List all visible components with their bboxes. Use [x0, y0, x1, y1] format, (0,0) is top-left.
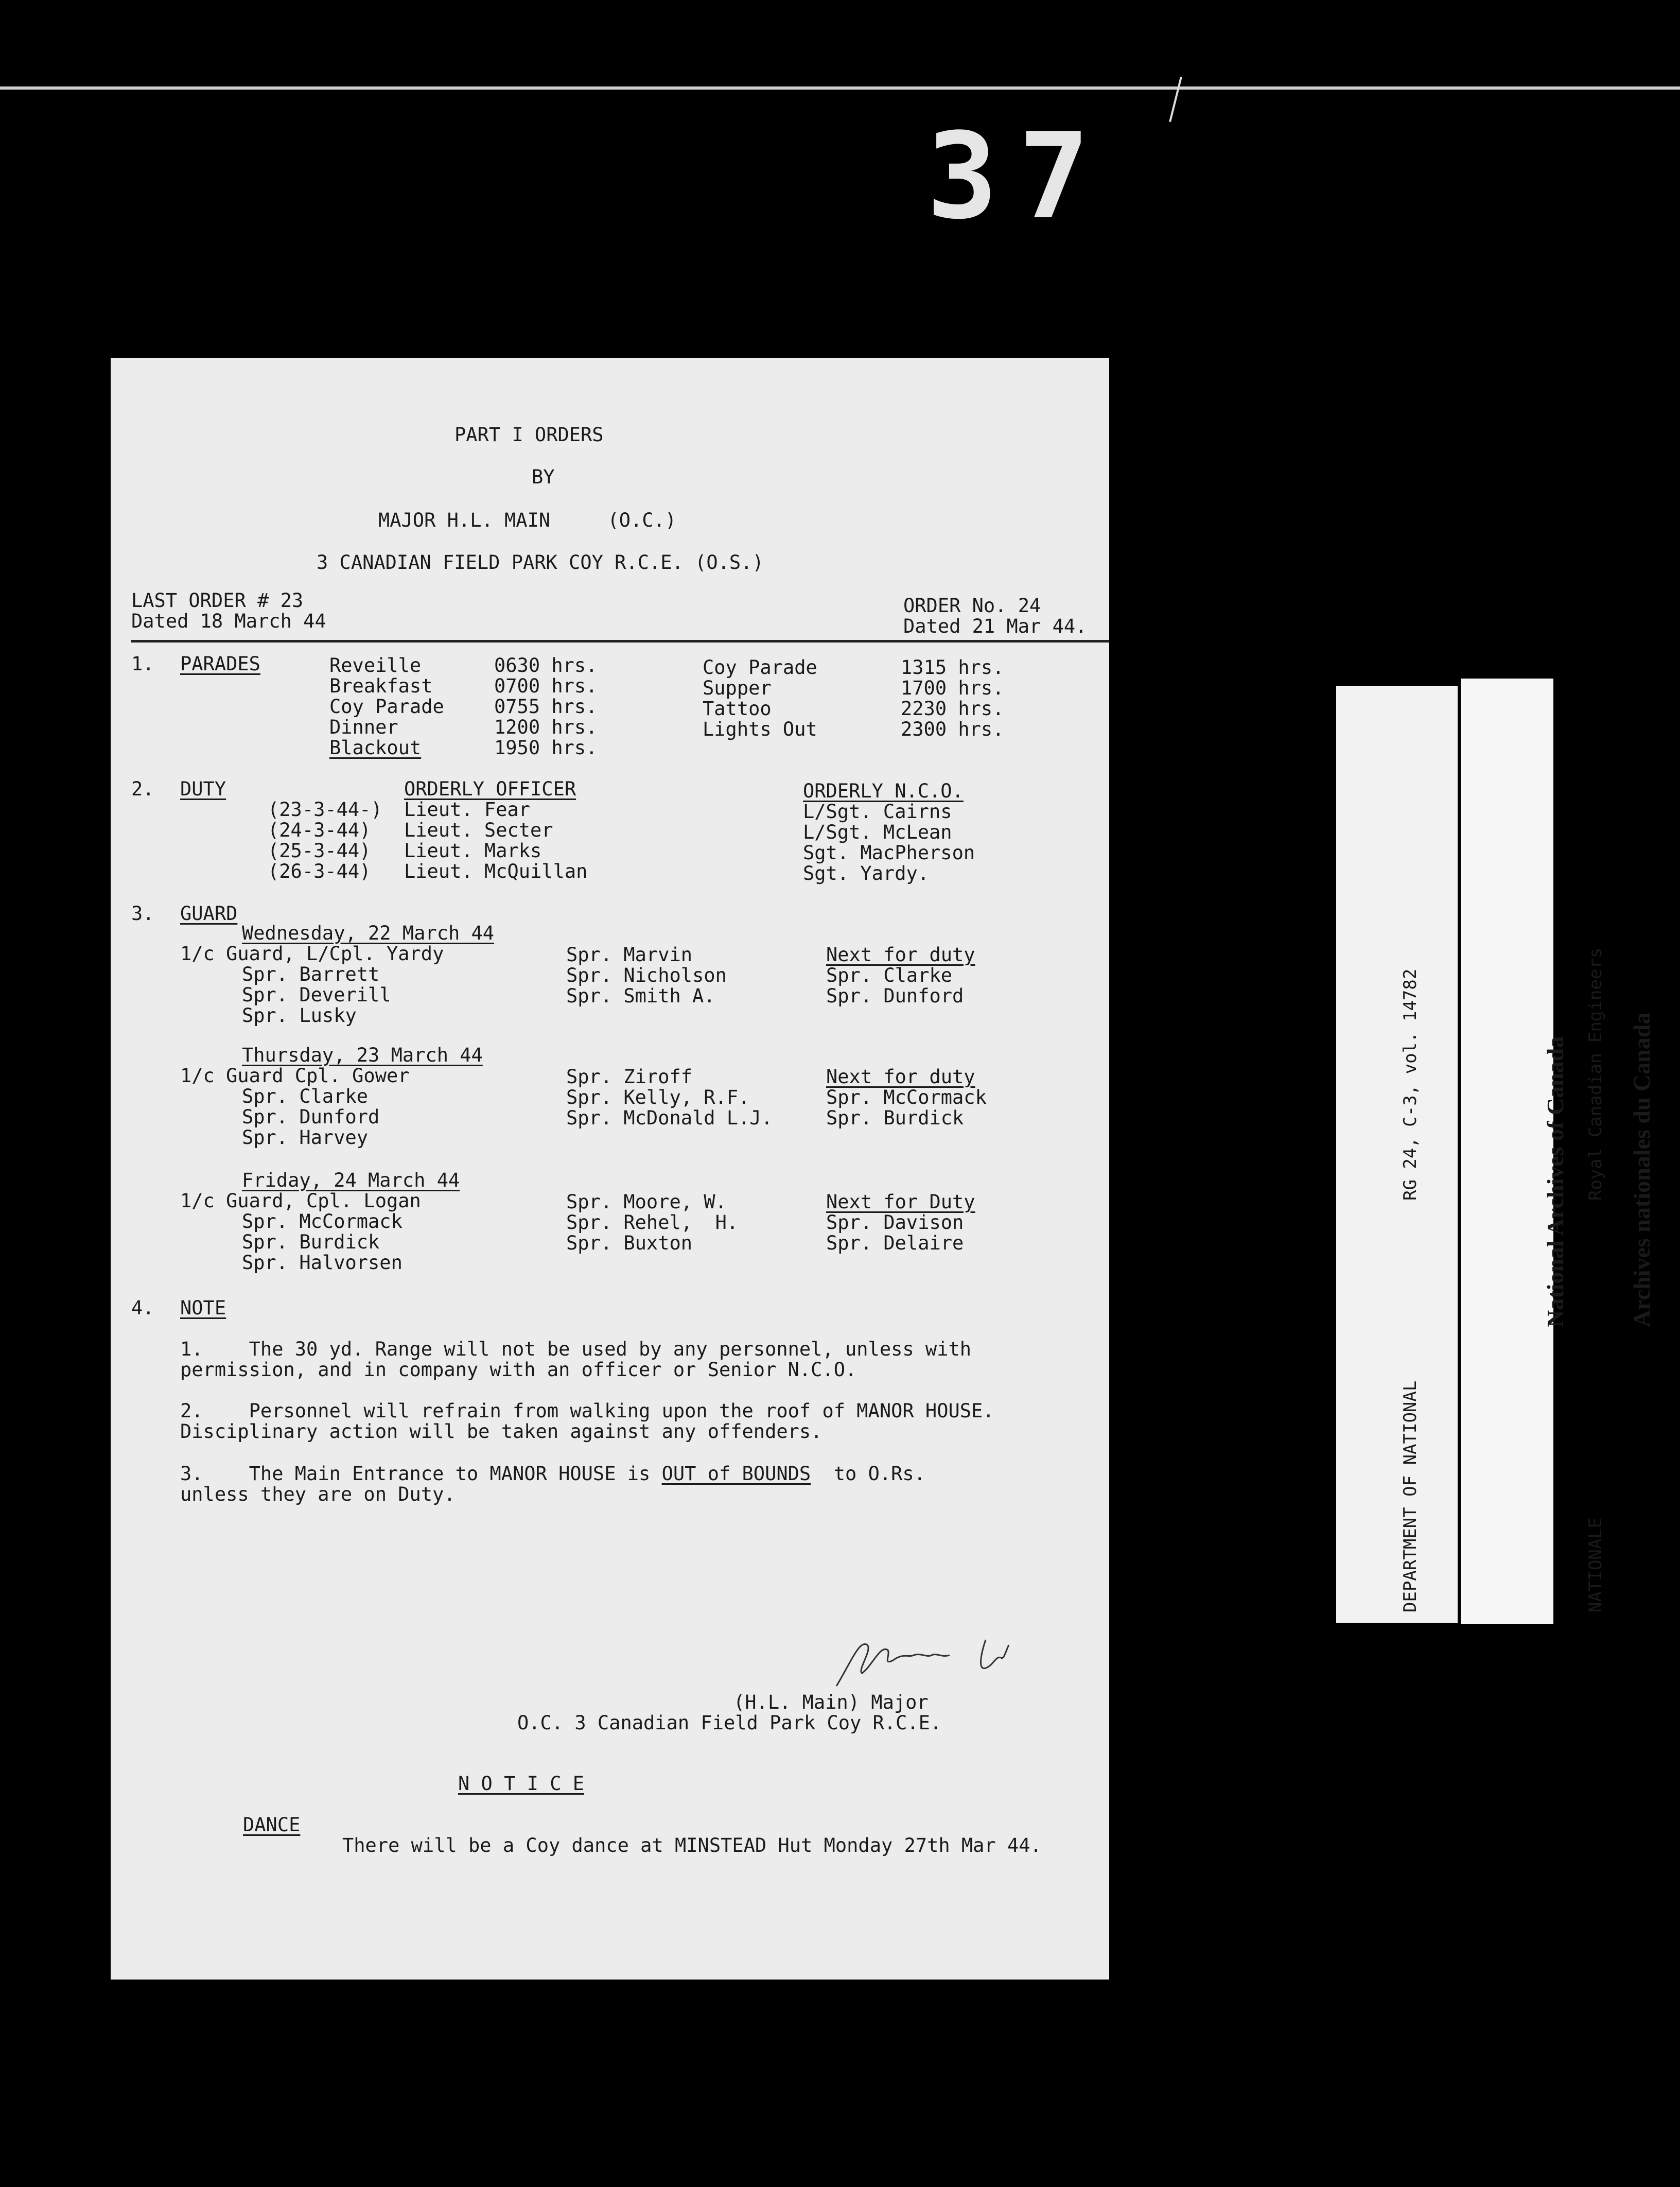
duty-date: (26-3-44) [268, 860, 371, 882]
note-text: 3. The Main Entrance to MANOR HOUSE is [180, 1463, 662, 1485]
department-line: NATIONALE [1585, 1517, 1606, 1612]
guard-commander: 1/c Guard, L/Cpl. Yardy [180, 943, 444, 965]
guard-commander: 1/c Guard Cpl. Gower [180, 1065, 410, 1087]
parade-name: Tattoo [703, 698, 772, 720]
last-order-date: Dated 18 March 44 [131, 610, 326, 632]
parade-time: 1950 hrs. [494, 737, 598, 759]
handwritten-signature [831, 1629, 1047, 1691]
guard-day: Thursday, 23 March 44 [242, 1044, 483, 1066]
duty-officer: Lieut. McQuillan [404, 860, 588, 882]
guard-member: Spr. Marvin [566, 944, 693, 966]
guard-day: Wednesday, 22 March 44 [242, 922, 495, 944]
out-of-bounds-text: OUT of BOUNDS [661, 1463, 811, 1485]
orderly-officer-heading: ORDERLY OFFICER [404, 778, 576, 800]
guard-member: Spr. McCormack [242, 1210, 402, 1233]
orders-document [111, 358, 1109, 1980]
parade-time: 1315 hrs. [901, 656, 1004, 679]
note-item-line: Disciplinary action will be taken against any offenders. [180, 1420, 822, 1443]
section-number: 3. [131, 902, 154, 925]
guard-member: Spr. Clarke [242, 1085, 369, 1107]
duty-date: (24-3-44) [268, 819, 371, 841]
guard-member: Spr. Barrett [242, 963, 380, 985]
next-for-duty-member: Spr. Davison [826, 1211, 964, 1234]
film-edge-line [0, 86, 1680, 90]
guard-member: Spr. Harvey [242, 1126, 369, 1149]
note-item-line: unless they are on Duty. [180, 1483, 456, 1505]
parade-name: Lights Out [703, 718, 817, 740]
parade-time: 1700 hrs. [901, 677, 1004, 699]
header-officer: MAJOR H.L. MAIN (O.C.) [378, 509, 677, 531]
archives-name-block [1483, 1013, 1680, 1327]
note-item-line [180, 1464, 925, 1484]
last-order: LAST ORDER # 23 [131, 589, 304, 612]
duty-date: (25-3-44) [268, 840, 371, 862]
parade-time: 0755 hrs. [494, 696, 598, 718]
duty-nco: Sgt. Yardy. [803, 862, 930, 884]
parade-name: Supper [703, 677, 772, 699]
duty-officer: Lieut. Secter [404, 819, 553, 841]
header-title: PART I ORDERS [454, 424, 604, 446]
guard-member: Spr. Dunford [242, 1106, 380, 1128]
parade-time: 1200 hrs. [494, 716, 598, 738]
order-number: ORDER No. 24 [903, 595, 1041, 617]
guard-commander: 1/c Guard, Cpl. Logan [180, 1190, 421, 1212]
parade-name: Coy Parade [703, 656, 817, 679]
duty-date: (23-3-44-) [268, 799, 382, 821]
guard-member: Spr. Moore, W. [566, 1191, 727, 1213]
note-item-line: permission, and in company with an officer or Senior N.C.O. [180, 1359, 857, 1381]
notice-text: There will be a Coy dance at MINSTEAD Hut Monday 27th Mar 44. [342, 1834, 1042, 1856]
guard-member: Spr. Nicholson [566, 964, 727, 986]
next-for-duty-member: Spr. Dunford [826, 985, 964, 1007]
notice-heading: N O T I C E [458, 1773, 585, 1795]
next-for-duty-member: Spr. Clarke [826, 964, 953, 986]
note-text: to O.Rs. [811, 1463, 925, 1485]
next-for-duty-member: Spr. McCormack [826, 1086, 987, 1108]
duty-officer: Lieut. Fear [404, 799, 531, 821]
parade-time: 0700 hrs. [494, 675, 598, 697]
guard-member: Spr. Burdick [242, 1231, 380, 1253]
guard-member: Spr. Rehel, H. [566, 1211, 739, 1234]
duty-nco: L/Sgt. McLean [803, 821, 952, 843]
document-sheet [111, 358, 1109, 1980]
parade-name: Reveille [329, 654, 422, 676]
guard-member: Spr. Kelly, R.F. [566, 1086, 750, 1108]
signatory-name: (H.L. Main) Major [733, 1691, 929, 1713]
parade-time: 2230 hrs. [901, 698, 1004, 720]
section-number: 2. [131, 778, 154, 800]
parade-time: 0630 hrs. [494, 654, 598, 676]
archives-name-en: National Archives of Canada [1542, 1036, 1568, 1327]
parade-name: Breakfast [329, 675, 433, 697]
header-unit: 3 CANADIAN FIELD PARK COY R.C.E. (O.S.) [317, 551, 764, 574]
signatory-title: O.C. 3 Canadian Field Park Coy R.C.E. [517, 1712, 942, 1734]
guard-day: Friday, 24 March 44 [242, 1169, 460, 1191]
duty-heading: DUTY [180, 778, 226, 800]
parade-name: Blackout [329, 737, 422, 759]
reference-line: RG 24, C-3, vol. 14782 [1400, 968, 1421, 1201]
notice-subheading: DANCE [243, 1814, 301, 1836]
archives-name-fr: Archives nationales du Canada [1629, 1012, 1655, 1327]
guard-member: Spr. McDonald L.J. [566, 1107, 773, 1129]
frame-number: 37 [926, 108, 1110, 246]
guard-member: Spr. Deverill [242, 984, 391, 1006]
guard-member: Spr. Smith A. [566, 985, 715, 1007]
duty-nco: Sgt. MacPherson [803, 842, 975, 864]
guard-member: Spr. Ziroff [566, 1066, 693, 1088]
guard-member: Spr. Halvorsen [242, 1252, 402, 1274]
parades-heading: PARADES [180, 653, 260, 675]
guard-member: Spr. Lusky [242, 1004, 357, 1027]
section-number: 1. [131, 653, 154, 675]
next-for-duty-heading: Next for duty [826, 1066, 975, 1088]
duty-nco: L/Sgt. Cairns [803, 801, 952, 823]
guard-member: Spr. Buxton [566, 1232, 693, 1254]
header-divider [131, 640, 1109, 643]
note-item-line: 2. Personnel will refrain from walking upon the roof of MANOR HOUSE. [180, 1400, 994, 1422]
reference-line: Royal Canadian Engineers [1585, 947, 1606, 1201]
parade-time: 2300 hrs. [901, 718, 1004, 740]
next-for-duty-member: Spr. Burdick [826, 1107, 964, 1129]
guard-heading: GUARD [180, 902, 238, 925]
parade-name: Dinner [329, 716, 398, 738]
film-tick-mark [1169, 77, 1182, 122]
header-by: BY [532, 466, 555, 488]
next-for-duty-member: Spr. Delaire [826, 1232, 964, 1254]
next-for-duty-heading: Next for duty [826, 944, 975, 966]
section-number: 4. [131, 1297, 154, 1319]
parade-name: Coy Parade [329, 696, 444, 718]
next-for-duty-heading: Next for Duty [826, 1191, 975, 1213]
note-item-line: 1. The 30 yd. Range will not be used by any personnel, unless with [180, 1338, 972, 1360]
department-line: DEPARTMENT OF NATIONAL [1400, 1380, 1421, 1612]
note-heading: NOTE [180, 1297, 226, 1319]
duty-officer: Lieut. Marks [404, 840, 542, 862]
order-date: Dated 21 Mar 44. [903, 615, 1087, 637]
orderly-nco-heading: ORDERLY N.C.O. [803, 780, 964, 802]
